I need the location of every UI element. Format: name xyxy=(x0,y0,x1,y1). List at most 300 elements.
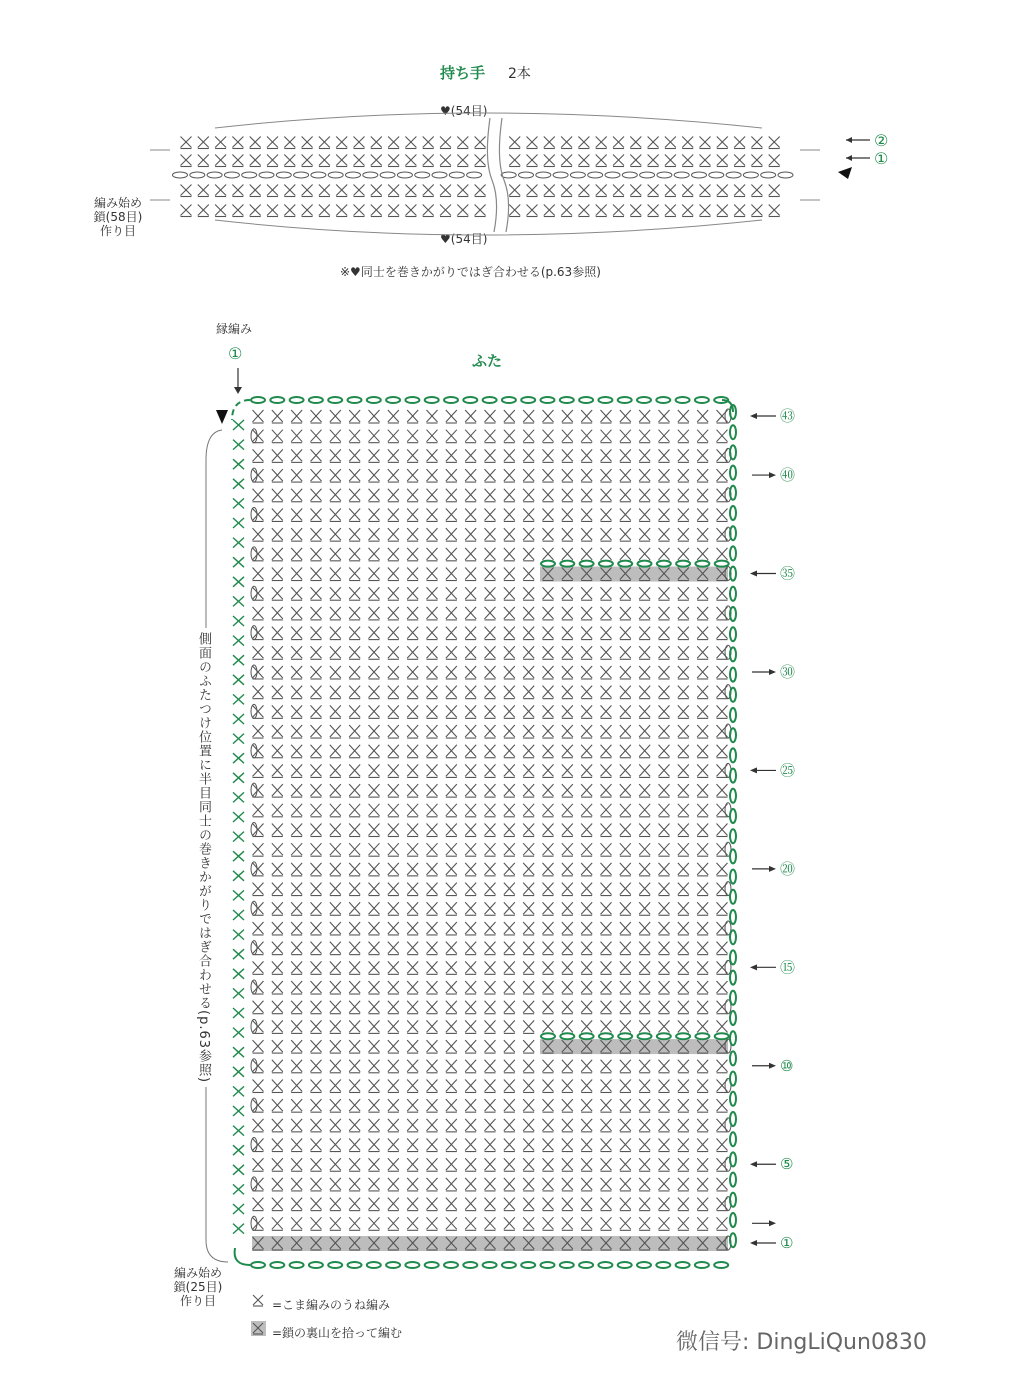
lid-stitch xyxy=(330,430,341,443)
lid-stitch xyxy=(369,1178,380,1191)
lid-stitch xyxy=(388,449,399,462)
edge-chain-bottom xyxy=(386,1262,400,1268)
lid-stitch xyxy=(697,942,708,955)
lid-stitch xyxy=(659,942,670,955)
lid-stitch xyxy=(639,469,650,482)
lid-stitch xyxy=(253,804,264,817)
lid-stitch xyxy=(543,469,554,482)
lid-stitch xyxy=(639,922,650,935)
edge-chain-mid-low xyxy=(638,1033,652,1039)
lid-stitch xyxy=(601,961,612,974)
lid-stitch xyxy=(311,843,322,856)
lid-stitch xyxy=(523,1040,534,1053)
lid-stitch xyxy=(659,528,670,541)
lid-stitch xyxy=(427,1001,438,1014)
lid-stitch xyxy=(659,1119,670,1132)
lid-stitch xyxy=(523,410,534,423)
lid-stitch xyxy=(388,843,399,856)
lid-stitch xyxy=(562,528,573,541)
edge-chain-right xyxy=(730,789,736,803)
lid-stitch xyxy=(272,784,283,797)
handle-stitch xyxy=(284,185,295,197)
lid-stitch xyxy=(291,548,302,561)
lid-stitch xyxy=(581,449,592,462)
lid-stitch xyxy=(427,686,438,699)
lid-stitch xyxy=(427,587,438,600)
lid-stitch xyxy=(253,469,264,482)
lid-stitch xyxy=(523,922,534,935)
lid-stitch xyxy=(427,1060,438,1073)
handle-title: 持ち手 xyxy=(440,64,486,82)
lid-stitch xyxy=(504,449,515,462)
lid-stitch xyxy=(311,686,322,699)
handle-stitch xyxy=(284,155,295,167)
lid-stitch xyxy=(253,1178,264,1191)
lid-stitch xyxy=(427,666,438,679)
lid-stitch xyxy=(388,804,399,817)
lid-stitch xyxy=(427,508,438,521)
lid-stitch xyxy=(562,745,573,758)
lid-stitch xyxy=(543,1198,554,1211)
lid-stitch xyxy=(369,843,380,856)
lid-stitch xyxy=(717,666,728,679)
lid-stitch xyxy=(407,745,418,758)
lid-stitch xyxy=(330,568,341,581)
lid-stitch xyxy=(523,607,534,620)
lid-stitch xyxy=(543,824,554,837)
lid-stitch xyxy=(504,863,515,876)
lid-stitch xyxy=(659,961,670,974)
lid-stitch xyxy=(562,489,573,502)
lid-stitch xyxy=(330,489,341,502)
lid-stitch xyxy=(678,666,689,679)
lid-stitch xyxy=(717,1217,728,1230)
lid-stitch xyxy=(407,410,418,423)
lid-stitch xyxy=(369,469,380,482)
lid-stitch xyxy=(330,745,341,758)
edge-stitch-left xyxy=(233,910,244,920)
lid-stitch xyxy=(562,1060,573,1073)
edge-chain-bottom xyxy=(541,1262,555,1268)
handle-stitch xyxy=(267,185,278,197)
edge-chain-right xyxy=(730,425,736,439)
lid-stitch xyxy=(639,449,650,462)
lid-stitch xyxy=(543,587,554,600)
handle-stitch xyxy=(284,137,295,149)
lid-stitch xyxy=(407,922,418,935)
lid-stitch xyxy=(311,1001,322,1014)
lid-stitch xyxy=(601,843,612,856)
handle-stitch xyxy=(388,185,399,197)
handle-stitch xyxy=(596,185,607,197)
lid-stitch xyxy=(349,1178,360,1191)
lid-stitch xyxy=(697,410,708,423)
lid-stitch xyxy=(543,764,554,777)
edge-chain-top xyxy=(405,397,419,403)
lid-stitch xyxy=(388,587,399,600)
row-label-30: ㉚ xyxy=(780,662,796,681)
lid-stitch xyxy=(253,666,264,679)
edge-chain-right xyxy=(730,1031,736,1045)
lid-stitch xyxy=(311,1158,322,1171)
handle-chain xyxy=(622,172,637,178)
lid-stitch xyxy=(272,745,283,758)
handle-stitch xyxy=(267,155,278,167)
lid-stitch xyxy=(523,1099,534,1112)
lid-stitch xyxy=(601,784,612,797)
lid-stitch xyxy=(253,942,264,955)
lid-stitch xyxy=(407,568,418,581)
lid-stitch xyxy=(349,705,360,718)
handle-stitch xyxy=(215,205,226,217)
lid-stitch xyxy=(697,646,708,659)
lid-stitch xyxy=(349,1158,360,1171)
handle-stitch xyxy=(561,137,572,149)
lid-stitch xyxy=(581,469,592,482)
lid-stitch xyxy=(330,1217,341,1230)
lid-stitch xyxy=(272,449,283,462)
lid-stitch xyxy=(311,666,322,679)
handle-chain xyxy=(397,172,412,178)
lid-stitch xyxy=(330,1178,341,1191)
lid-stitch xyxy=(388,1139,399,1152)
edge-chain-right xyxy=(730,688,736,702)
lid-stitch xyxy=(485,883,496,896)
handle-stitch xyxy=(769,185,780,197)
edge-chain-right xyxy=(730,1173,736,1187)
lid-stitch xyxy=(369,745,380,758)
edge-stitch-left xyxy=(233,675,244,685)
handle-chain xyxy=(657,172,672,178)
lid-stitch xyxy=(407,1060,418,1073)
lid-stitch xyxy=(330,1079,341,1092)
lid-stitch xyxy=(601,902,612,915)
lid-stitch xyxy=(678,843,689,856)
lid-stitch xyxy=(311,489,322,502)
edge-chain-bottom xyxy=(251,1262,265,1268)
lid-stitch xyxy=(407,981,418,994)
lid-stitch xyxy=(427,548,438,561)
lid-stitch xyxy=(291,824,302,837)
lid-stitch xyxy=(407,666,418,679)
edge-stitch-left xyxy=(233,969,244,979)
edge-chain-right xyxy=(730,1132,736,1146)
handle-stitch xyxy=(232,155,243,167)
lid-stitch xyxy=(581,922,592,935)
lid-stitch xyxy=(601,1217,612,1230)
lid-stitch xyxy=(620,981,631,994)
edge-chain-right xyxy=(730,567,736,581)
lid-stitch xyxy=(311,1139,322,1152)
lid-stitch xyxy=(523,646,534,659)
lid-stitch xyxy=(465,1040,476,1053)
handle-stitch xyxy=(544,155,555,167)
lid-stitch xyxy=(407,843,418,856)
lid-stitch xyxy=(272,824,283,837)
edge-chain-right xyxy=(730,627,736,641)
handle-chain xyxy=(553,172,568,178)
lid-stitch xyxy=(330,1139,341,1152)
lid-stitch xyxy=(581,745,592,758)
handle-stitch xyxy=(734,155,745,167)
lid-stitch xyxy=(717,548,728,561)
lid-stitch xyxy=(465,469,476,482)
row-label-15: ⑮ xyxy=(780,958,796,977)
lid-stitch xyxy=(330,548,341,561)
lid-stitch xyxy=(427,1020,438,1033)
lid-stitch xyxy=(620,1079,631,1092)
lid-stitch xyxy=(369,705,380,718)
lid-stitch xyxy=(311,1060,322,1073)
lid-stitch xyxy=(620,1139,631,1152)
lid-stitch xyxy=(485,528,496,541)
lid-stitch xyxy=(349,627,360,640)
handle-stitch xyxy=(751,185,762,197)
lid-stitch xyxy=(543,1001,554,1014)
lid-stitch xyxy=(272,981,283,994)
lid-stitch xyxy=(601,1099,612,1112)
handle-stitch xyxy=(509,155,520,167)
lid-stitch xyxy=(369,1060,380,1073)
handle-stitch xyxy=(648,205,659,217)
lid-stitch xyxy=(678,804,689,817)
edge-chain-bottom xyxy=(560,1262,574,1268)
lid-stitch xyxy=(678,1001,689,1014)
lid-stitch xyxy=(330,824,341,837)
lid-stitch xyxy=(543,1079,554,1092)
edge-chain-bottom xyxy=(637,1262,651,1268)
lid-stitch xyxy=(697,430,708,443)
edge-chain-mid-low xyxy=(695,1033,709,1039)
lid-stitch xyxy=(639,981,650,994)
lid-stitch xyxy=(253,1060,264,1073)
lid-stitch xyxy=(369,548,380,561)
lid-stitch xyxy=(369,627,380,640)
lid-stitch xyxy=(659,430,670,443)
lid-stitch xyxy=(330,666,341,679)
edge-chain-right xyxy=(730,890,736,904)
handle-stitch xyxy=(232,137,243,149)
lid-stitch xyxy=(311,508,322,521)
lid-stitch xyxy=(272,1001,283,1014)
lid-stitch xyxy=(678,1119,689,1132)
lid-stitch xyxy=(504,843,515,856)
lid-stitch xyxy=(253,981,264,994)
lid-stitch xyxy=(388,1119,399,1132)
lid-stitch xyxy=(504,1158,515,1171)
row-arrowhead-left xyxy=(750,964,757,970)
lid-stitch xyxy=(659,824,670,837)
lid-stitch xyxy=(465,430,476,443)
lid-stitch xyxy=(543,1020,554,1033)
lid-stitch xyxy=(349,745,360,758)
lid-stitch xyxy=(697,1099,708,1112)
handle-chain xyxy=(415,172,430,178)
edge-chain-bottom xyxy=(483,1262,497,1268)
lid-stitch xyxy=(311,627,322,640)
lid-stitch xyxy=(523,1217,534,1230)
lid-stitch xyxy=(349,725,360,738)
lid-stitch xyxy=(581,646,592,659)
handle-chain xyxy=(519,172,534,178)
edge-stitch-left xyxy=(233,988,244,998)
lid-stitch xyxy=(465,705,476,718)
lid-stitch xyxy=(388,745,399,758)
edge-chain-right xyxy=(730,971,736,985)
handle-stitch xyxy=(682,205,693,217)
edge-chain-right xyxy=(730,829,736,843)
lid-stitch xyxy=(272,705,283,718)
lid-stitch xyxy=(465,686,476,699)
lid-stitch xyxy=(465,1119,476,1132)
lid-stitch xyxy=(504,489,515,502)
lid-stitch xyxy=(349,804,360,817)
lid-stitch xyxy=(349,883,360,896)
lid-stitch xyxy=(639,902,650,915)
lid-stitch xyxy=(601,1158,612,1171)
lid-stitch xyxy=(543,1217,554,1230)
lid-stitch xyxy=(407,1217,418,1230)
lid-stitch xyxy=(272,666,283,679)
lid-stitch xyxy=(446,725,457,738)
lid-stitch xyxy=(543,942,554,955)
handle-stitch xyxy=(250,185,261,197)
lid-stitch xyxy=(311,410,322,423)
lid-stitch xyxy=(446,449,457,462)
lid-stitch xyxy=(272,961,283,974)
edge-chain-bottom xyxy=(463,1262,477,1268)
lid-stitch xyxy=(446,942,457,955)
handle-stitch xyxy=(250,205,261,217)
lid-stitch xyxy=(291,627,302,640)
lid-stitch xyxy=(697,489,708,502)
lid-stitch xyxy=(678,745,689,758)
lid-stitch xyxy=(485,410,496,423)
lid-stitch xyxy=(562,1001,573,1014)
lid-stitch xyxy=(369,981,380,994)
lid-stitch xyxy=(465,725,476,738)
lid-stitch xyxy=(562,725,573,738)
handle-stitch xyxy=(751,137,762,149)
lid-stitch xyxy=(311,745,322,758)
lid-stitch xyxy=(562,1198,573,1211)
lid-stitch xyxy=(311,568,322,581)
handle-stitch xyxy=(302,155,313,167)
handle-chain xyxy=(224,172,239,178)
lid-stitch xyxy=(330,902,341,915)
lid-stitch xyxy=(562,961,573,974)
lid-stitch xyxy=(311,607,322,620)
lid-stitch xyxy=(311,863,322,876)
lid-stitch xyxy=(291,607,302,620)
lid-stitch xyxy=(330,607,341,620)
lid-stitch xyxy=(349,430,360,443)
edge-chain-bottom xyxy=(598,1262,612,1268)
watermark: 微信号: DingLiQun0830 xyxy=(676,1330,927,1355)
lid-stitch xyxy=(562,1158,573,1171)
lid-stitch xyxy=(523,686,534,699)
lid-stitch xyxy=(465,784,476,797)
lid-stitch xyxy=(523,961,534,974)
handle-stitch xyxy=(215,185,226,197)
handle-stitch xyxy=(769,155,780,167)
lid-stitch xyxy=(446,824,457,837)
lid-stitch xyxy=(369,764,380,777)
handle-stitch xyxy=(544,205,555,217)
lid-stitch xyxy=(601,804,612,817)
lid-stitch xyxy=(485,1119,496,1132)
lid-stitch xyxy=(639,824,650,837)
lid-stitch xyxy=(465,883,476,896)
lid-stitch xyxy=(446,1060,457,1073)
lid-stitch xyxy=(465,902,476,915)
lid-stitch xyxy=(581,1139,592,1152)
edge-chain-top xyxy=(637,397,651,403)
lid-stitch xyxy=(446,627,457,640)
lid-stitch xyxy=(543,804,554,817)
lid-stitch xyxy=(562,410,573,423)
lid-stitch xyxy=(272,942,283,955)
lid-stitch xyxy=(581,1060,592,1073)
lid-stitch xyxy=(427,1119,438,1132)
lid-stitch xyxy=(678,1139,689,1152)
lid-stitch xyxy=(620,961,631,974)
lid-stitch xyxy=(562,764,573,777)
edge-stitch-left xyxy=(233,1047,244,1057)
handle-stitch xyxy=(388,155,399,167)
handle-stitch xyxy=(405,185,416,197)
edge-chain-mid-low xyxy=(580,1033,594,1039)
handle-stitch xyxy=(181,185,192,197)
lid-stitch xyxy=(504,1079,515,1092)
handle-chain xyxy=(276,172,291,178)
handle-stitch xyxy=(475,205,486,217)
edge-chain-top xyxy=(348,397,362,403)
handle-chain xyxy=(709,172,724,178)
lid-stitch xyxy=(291,686,302,699)
lid-stitch xyxy=(697,863,708,876)
lid-stitch xyxy=(388,430,399,443)
lid-stitch xyxy=(330,449,341,462)
lid-stitch xyxy=(543,489,554,502)
lid-stitch xyxy=(407,548,418,561)
handle-stitch xyxy=(215,137,226,149)
lid-stitch xyxy=(291,568,302,581)
lid-stitch xyxy=(311,528,322,541)
lid-stitch xyxy=(272,548,283,561)
lid-stitch xyxy=(485,1139,496,1152)
lid-stitch xyxy=(543,666,554,679)
edge-stitch-left xyxy=(233,538,244,548)
lid-stitch xyxy=(407,489,418,502)
lid-stitch xyxy=(562,705,573,718)
lid-stitch xyxy=(581,528,592,541)
edge-stitch-left xyxy=(233,655,244,665)
edge-chain-bottom xyxy=(290,1262,304,1268)
lid-stitch xyxy=(253,528,264,541)
lid-stitch xyxy=(388,961,399,974)
lid-stitch xyxy=(349,902,360,915)
lid-stitch xyxy=(562,863,573,876)
lid-stitch xyxy=(272,528,283,541)
lid-stitch xyxy=(349,784,360,797)
edge-stitch-left xyxy=(233,753,244,763)
edge-chain-mid-low xyxy=(618,1033,632,1039)
lid-stitch xyxy=(291,1001,302,1014)
lid-stitch xyxy=(697,843,708,856)
lid-stitch xyxy=(678,883,689,896)
handle-note: ※♥同士を巻きかがりではぎ合わせる(p.63参照) xyxy=(340,265,601,279)
